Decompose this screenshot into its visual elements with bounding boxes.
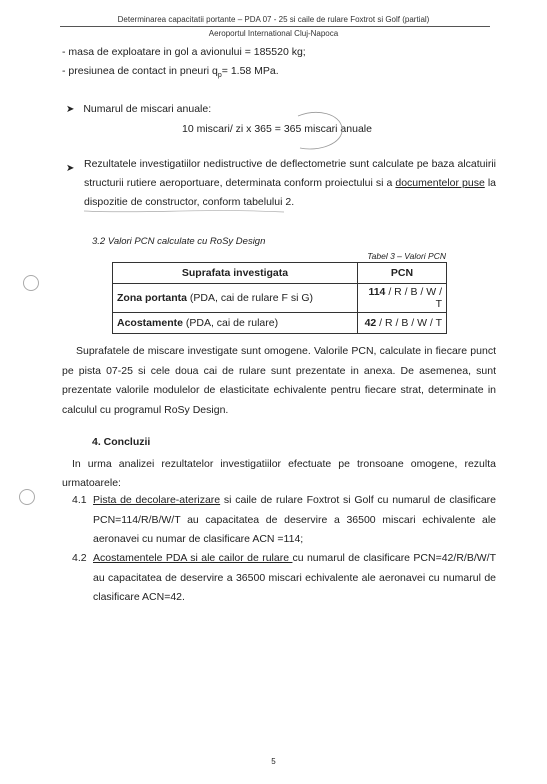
surfaces-paragraph: Suprafatele de miscare investigate sunt omogene. Valorile PCN, calculate in fiecare punct pe pista 07-25 si cele doua cai de rulare sunt prezentate in anexa. De asemenea, sunt prezentate valorile modulelor de elasticitate echivalente pentru fiecare strat, determinate in calculul cu programul RoSy Design.	[62, 345, 496, 416]
section-3-2-title: 3.2 Valori PCN calculate cu RoSy Design	[92, 236, 266, 247]
pencil-underline-mark	[84, 206, 414, 216]
pencil-circle-mark	[278, 108, 348, 154]
annual-bullet	[66, 100, 211, 119]
table-cell-surface	[113, 313, 358, 334]
results-paragraph	[84, 155, 496, 212]
table-cell-surface	[113, 284, 358, 313]
conclusion-2-num: 4.2	[72, 552, 87, 564]
table-cell-pcn	[358, 313, 447, 334]
table-cell-pcn	[358, 284, 447, 313]
header-divider	[60, 26, 490, 27]
arrow-bullet-icon: ➤	[66, 163, 75, 174]
surface-detail: (PDA, cai de rulare)	[182, 317, 279, 329]
header-subtitle: Aeroportul International Cluj-Napoca	[208, 29, 339, 38]
param-empty-mass: - masa de exploatare in gol a avionului = 185520 kg;	[62, 46, 306, 58]
header-title: Determinarea capacitatii portante – PDA 07 - 25 si caile de rulare Foxtrot si Golf (partial)	[117, 15, 430, 24]
annual-formula: 10 miscari/ zi x 365 = 365 miscari anuale	[182, 123, 372, 135]
conclusions-heading: 4. Concluzii	[92, 436, 151, 448]
conclusion-2-body: cu numarul de clasificare PCN=42/R/B/W/T au capacitatea de deservire a 36500 miscari echivalente ale aeronavei cu numarul de clasificare ACN=42.	[93, 552, 496, 603]
results-bullet-wrap	[66, 158, 74, 178]
param-tyre-pressure-sub: p	[217, 72, 222, 80]
pcn-table	[112, 262, 447, 334]
arrow-bullet-icon: ➤	[66, 104, 75, 115]
conclusion-1-text	[93, 491, 496, 550]
table-header-row	[113, 263, 447, 284]
table-caption: Tabel 3 – Valori PCN	[367, 251, 446, 261]
pcn-value: 42	[364, 317, 377, 329]
results-part2: la dispozitie de constructor, conform tabelului 2.	[84, 177, 496, 208]
table-row	[113, 313, 447, 334]
surface-name: Acostamente	[117, 317, 183, 329]
pcn-code: / R / B / W / T	[385, 286, 442, 310]
conclusions-intro: In urma analizei rezultatelor investigatiilor efectuate pe tronsoane omogene, rezulta urmatoarele:	[62, 458, 496, 489]
results-part1: Rezultatele investigatiilor nedistructive de deflectometrie sunt calculate pe baza alcatuirii structurii rutiere aeroportuare, determinata conform proiectului si a	[84, 158, 496, 189]
surface-name: Zona portanta	[117, 292, 187, 304]
conclusion-1-num: 4.1	[72, 494, 87, 506]
conclusion-1-body: si caile de rulare Foxtrot si Golf cu numarul de clasificare PCN=114/R/B/W/T au capacitatea de deservire a 36500 miscari echivalente ale aeronavei cu numar de clasificare ACN =114;	[93, 494, 496, 545]
punch-hole-icon	[23, 275, 39, 291]
param-tyre-pressure-pre: - presiunea de contact in pneuri q	[62, 65, 218, 77]
conclusion-2-link: Acostamentele PDA si ale cailor de rulare	[93, 552, 293, 564]
page-number: 5	[271, 757, 276, 766]
table-header-cell: PCN	[358, 263, 447, 284]
conclusion-2-text	[93, 549, 496, 608]
table-row	[113, 284, 447, 313]
annual-label: Numarul de miscari anuale:	[83, 103, 212, 115]
punch-hole-icon	[19, 489, 35, 505]
param-tyre-pressure	[62, 62, 279, 85]
pcn-value: 114	[368, 286, 386, 298]
results-link: documentelor puse	[395, 177, 485, 189]
surface-detail: (PDA, cai de rulare F si G)	[187, 292, 314, 304]
conclusion-1-link: Pista de decolare-aterizare	[93, 494, 221, 506]
pcn-code: / R / B / W / T	[376, 317, 442, 329]
table-header-cell: Suprafata investigata	[113, 263, 358, 284]
param-tyre-pressure-post: = 1.58 MPa.	[221, 65, 279, 77]
